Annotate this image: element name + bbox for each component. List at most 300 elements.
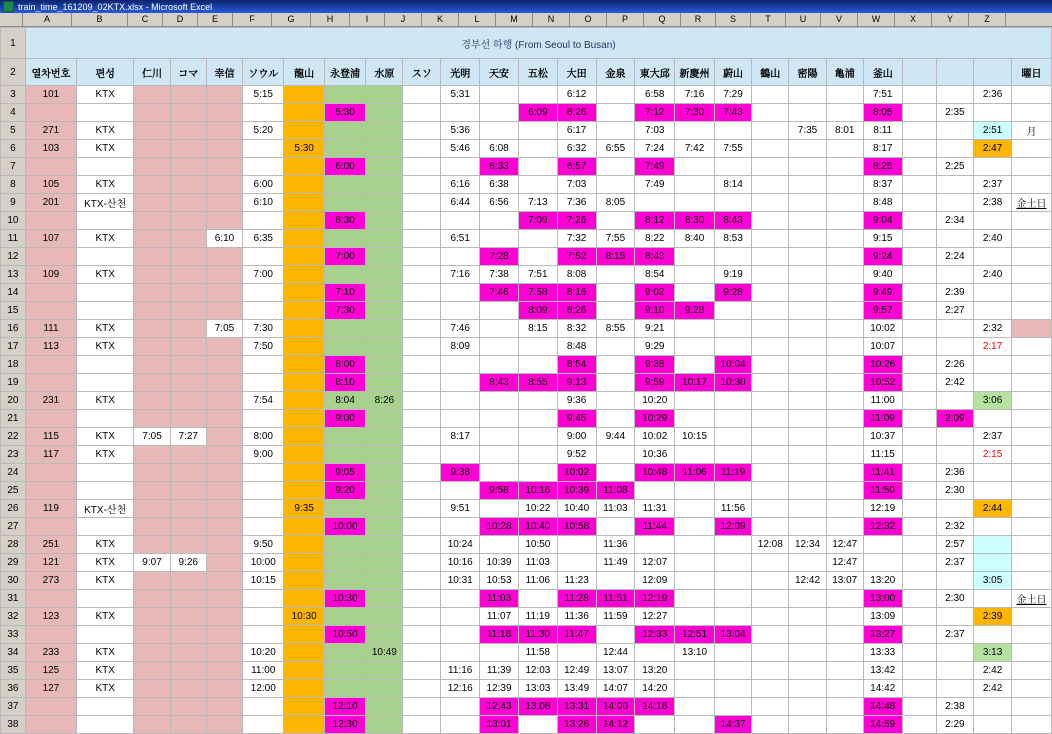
cell-O32[interactable]: 11:59: [596, 608, 635, 626]
cell-M7[interactable]: [518, 158, 557, 176]
cell-P5[interactable]: 7:03: [635, 122, 675, 140]
cell-C17[interactable]: [134, 338, 170, 356]
cell-J13[interactable]: [403, 266, 441, 284]
row-header-28[interactable]: 28: [1, 536, 26, 554]
cell-V35[interactable]: 13:42: [863, 662, 902, 680]
column-header-E[interactable]: E: [198, 13, 233, 26]
cell-X33[interactable]: 2:37: [936, 626, 974, 644]
cell-D11[interactable]: [170, 230, 206, 248]
cell-Y21[interactable]: [974, 410, 1012, 428]
row-header-32[interactable]: 32: [1, 608, 26, 626]
cell-O24[interactable]: [596, 464, 635, 482]
cell-L22[interactable]: [480, 428, 519, 446]
column-title-A[interactable]: 열차번호: [25, 59, 76, 86]
cell-E4[interactable]: [206, 104, 242, 122]
cell-L3[interactable]: [480, 86, 519, 104]
column-title-W[interactable]: [902, 59, 936, 86]
cell-G35[interactable]: [284, 662, 324, 680]
cell-R6[interactable]: 7:55: [714, 140, 751, 158]
cell-Q31[interactable]: [675, 590, 715, 608]
cell-T4[interactable]: [789, 104, 826, 122]
cell-Q3[interactable]: 7:16: [675, 86, 715, 104]
table-row[interactable]: [1, 28, 1052, 59]
cell-S17[interactable]: [752, 338, 789, 356]
cell-G16[interactable]: [284, 320, 324, 338]
cell-X8[interactable]: [936, 176, 974, 194]
cell-S21[interactable]: [752, 410, 789, 428]
cell-H3[interactable]: [324, 86, 365, 104]
cell-I29[interactable]: [366, 554, 403, 572]
cell-B14[interactable]: [76, 284, 133, 302]
cell-C35[interactable]: [134, 662, 170, 680]
cell-S26[interactable]: [752, 500, 789, 518]
cell-H36[interactable]: [324, 680, 365, 698]
cell-C25[interactable]: [134, 482, 170, 500]
cell-J35[interactable]: [403, 662, 441, 680]
cell-G23[interactable]: [284, 446, 324, 464]
cell-V5[interactable]: 8:11: [863, 122, 902, 140]
cell-Y27[interactable]: [974, 518, 1012, 536]
cell-Z28[interactable]: [1011, 536, 1051, 554]
cell-M26[interactable]: 10:22: [518, 500, 557, 518]
cell-D24[interactable]: [170, 464, 206, 482]
cell-J23[interactable]: [403, 446, 441, 464]
row-header-12[interactable]: 12: [1, 248, 26, 266]
cell-N20[interactable]: 9:36: [557, 392, 596, 410]
cell-A36[interactable]: 127: [25, 680, 76, 698]
cell-B15[interactable]: [76, 302, 133, 320]
cell-N3[interactable]: 6:12: [557, 86, 596, 104]
cell-P21[interactable]: 10:29: [635, 410, 675, 428]
cell-G34[interactable]: [284, 644, 324, 662]
cell-L23[interactable]: [480, 446, 519, 464]
cell-M22[interactable]: [518, 428, 557, 446]
cell-F15[interactable]: [243, 302, 284, 320]
cell-S11[interactable]: [752, 230, 789, 248]
cell-O10[interactable]: [596, 212, 635, 230]
cell-N21[interactable]: 9:45: [557, 410, 596, 428]
cell-D17[interactable]: [170, 338, 206, 356]
cell-X13[interactable]: [936, 266, 974, 284]
cell-M12[interactable]: [518, 248, 557, 266]
cell-T10[interactable]: [789, 212, 826, 230]
row-header-26[interactable]: 26: [1, 500, 26, 518]
cell-A37[interactable]: [25, 698, 76, 716]
cell-P22[interactable]: 10:02: [635, 428, 675, 446]
cell-Y22[interactable]: 2:37: [974, 428, 1012, 446]
cell-I20[interactable]: 8:26: [366, 392, 403, 410]
cell-Y19[interactable]: [974, 374, 1012, 392]
cell-K18[interactable]: [441, 356, 480, 374]
cell-C24[interactable]: [134, 464, 170, 482]
column-header-U[interactable]: U: [786, 13, 821, 26]
column-title-P[interactable]: 東大邱: [635, 59, 675, 86]
cell-Q4[interactable]: 7:30: [675, 104, 715, 122]
cell-D28[interactable]: [170, 536, 206, 554]
cell-O33[interactable]: [596, 626, 635, 644]
cell-X12[interactable]: 2:24: [936, 248, 974, 266]
cell-R25[interactable]: [714, 482, 751, 500]
cell-A26[interactable]: 119: [25, 500, 76, 518]
cell-B20[interactable]: KTX: [76, 392, 133, 410]
cell-Q7[interactable]: [675, 158, 715, 176]
table-row[interactable]: [1, 302, 1052, 320]
cell-G36[interactable]: [284, 680, 324, 698]
table-row[interactable]: [1, 590, 1052, 608]
cell-J26[interactable]: [403, 500, 441, 518]
cell-I22[interactable]: [366, 428, 403, 446]
cell-I9[interactable]: [366, 194, 403, 212]
cell-J28[interactable]: [403, 536, 441, 554]
cell-E5[interactable]: [206, 122, 242, 140]
cell-N32[interactable]: 11:36: [557, 608, 596, 626]
cell-H19[interactable]: 8:10: [324, 374, 365, 392]
cell-W12[interactable]: [902, 248, 936, 266]
cell-S12[interactable]: [752, 248, 789, 266]
cell-Q37[interactable]: [675, 698, 715, 716]
cell-U25[interactable]: [826, 482, 863, 500]
cell-Z20[interactable]: [1011, 392, 1051, 410]
cell-X20[interactable]: [936, 392, 974, 410]
cell-H31[interactable]: 10:30: [324, 590, 365, 608]
row-header-22[interactable]: 22: [1, 428, 26, 446]
cell-Q26[interactable]: [675, 500, 715, 518]
cell-V13[interactable]: 9:40: [863, 266, 902, 284]
cell-F9[interactable]: 6:10: [243, 194, 284, 212]
cell-U29[interactable]: 12:47: [826, 554, 863, 572]
row-header-11[interactable]: 11: [1, 230, 26, 248]
cell-P34[interactable]: [635, 644, 675, 662]
cell-F37[interactable]: [243, 698, 284, 716]
cell-M32[interactable]: 11:19: [518, 608, 557, 626]
row-header-14[interactable]: 14: [1, 284, 26, 302]
cell-R3[interactable]: 7:29: [714, 86, 751, 104]
cell-S14[interactable]: [752, 284, 789, 302]
cell-H28[interactable]: [324, 536, 365, 554]
cell-P6[interactable]: 7:24: [635, 140, 675, 158]
cell-T27[interactable]: [789, 518, 826, 536]
cell-O16[interactable]: 8:55: [596, 320, 635, 338]
cell-V32[interactable]: 13:09: [863, 608, 902, 626]
cell-J16[interactable]: [403, 320, 441, 338]
cell-I24[interactable]: [366, 464, 403, 482]
cell-K7[interactable]: [441, 158, 480, 176]
cell-K12[interactable]: [441, 248, 480, 266]
cell-N10[interactable]: 7:26: [557, 212, 596, 230]
cell-H29[interactable]: [324, 554, 365, 572]
cell-Q25[interactable]: [675, 482, 715, 500]
cell-R24[interactable]: 11:19: [714, 464, 751, 482]
table-row[interactable]: [1, 572, 1052, 590]
cell-X22[interactable]: [936, 428, 974, 446]
cell-P28[interactable]: [635, 536, 675, 554]
cell-K8[interactable]: 6:16: [441, 176, 480, 194]
cell-E7[interactable]: [206, 158, 242, 176]
cell-E15[interactable]: [206, 302, 242, 320]
cell-A28[interactable]: 251: [25, 536, 76, 554]
cell-K21[interactable]: [441, 410, 480, 428]
cell-U26[interactable]: [826, 500, 863, 518]
cell-F13[interactable]: 7:00: [243, 266, 284, 284]
cell-O22[interactable]: 9:44: [596, 428, 635, 446]
cell-D34[interactable]: [170, 644, 206, 662]
cell-Y37[interactable]: [974, 698, 1012, 716]
table-row[interactable]: [1, 140, 1052, 158]
cell-A8[interactable]: 105: [25, 176, 76, 194]
cell-L7[interactable]: 6:33: [480, 158, 519, 176]
cell-A12[interactable]: [25, 248, 76, 266]
cell-F21[interactable]: [243, 410, 284, 428]
cell-N27[interactable]: 10:58: [557, 518, 596, 536]
cell-B4[interactable]: [76, 104, 133, 122]
cell-P16[interactable]: 9:21: [635, 320, 675, 338]
cell-G18[interactable]: [284, 356, 324, 374]
cell-H5[interactable]: [324, 122, 365, 140]
cell-O21[interactable]: [596, 410, 635, 428]
cell-E16[interactable]: 7:05: [206, 320, 242, 338]
cell-C33[interactable]: [134, 626, 170, 644]
cell-D33[interactable]: [170, 626, 206, 644]
cell-Y31[interactable]: [974, 590, 1012, 608]
cell-S15[interactable]: [752, 302, 789, 320]
cell-D6[interactable]: [170, 140, 206, 158]
cell-U22[interactable]: [826, 428, 863, 446]
cell-X4[interactable]: 2:35: [936, 104, 974, 122]
cell-E14[interactable]: [206, 284, 242, 302]
cell-Z14[interactable]: [1011, 284, 1051, 302]
cell-X28[interactable]: 2:57: [936, 536, 974, 554]
cell-Y38[interactable]: [974, 716, 1012, 734]
table-row[interactable]: [1, 284, 1052, 302]
cell-V10[interactable]: 9:04: [863, 212, 902, 230]
cell-P29[interactable]: 12:07: [635, 554, 675, 572]
column-header-M[interactable]: M: [496, 13, 533, 26]
cell-J14[interactable]: [403, 284, 441, 302]
cell-L21[interactable]: [480, 410, 519, 428]
cell-U10[interactable]: [826, 212, 863, 230]
cell-Y8[interactable]: 2:37: [974, 176, 1012, 194]
cell-Y11[interactable]: 2:40: [974, 230, 1012, 248]
cell-X32[interactable]: [936, 608, 974, 626]
cell-O36[interactable]: 14:07: [596, 680, 635, 698]
column-header-B[interactable]: B: [72, 13, 128, 26]
cell-Z35[interactable]: [1011, 662, 1051, 680]
cell-G20[interactable]: [284, 392, 324, 410]
cell-Q24[interactable]: 11:06: [675, 464, 715, 482]
cell-X24[interactable]: 2:36: [936, 464, 974, 482]
cell-Z19[interactable]: [1011, 374, 1051, 392]
cell-U34[interactable]: [826, 644, 863, 662]
cell-W8[interactable]: [902, 176, 936, 194]
cell-U6[interactable]: [826, 140, 863, 158]
cell-T31[interactable]: [789, 590, 826, 608]
cell-G11[interactable]: [284, 230, 324, 248]
cell-Q29[interactable]: [675, 554, 715, 572]
cell-T20[interactable]: [789, 392, 826, 410]
cell-X11[interactable]: [936, 230, 974, 248]
cell-T21[interactable]: [789, 410, 826, 428]
cell-O19[interactable]: [596, 374, 635, 392]
cell-W21[interactable]: [902, 410, 936, 428]
cell-C29[interactable]: 9:07: [134, 554, 170, 572]
cell-H20[interactable]: 8:04: [324, 392, 365, 410]
cell-B11[interactable]: KTX: [76, 230, 133, 248]
cell-M34[interactable]: 11:58: [518, 644, 557, 662]
cell-W34[interactable]: [902, 644, 936, 662]
cell-D16[interactable]: [170, 320, 206, 338]
cell-X36[interactable]: [936, 680, 974, 698]
cell-V38[interactable]: 14:59: [863, 716, 902, 734]
cell-H38[interactable]: 12:30: [324, 716, 365, 734]
cell-N24[interactable]: 10:02: [557, 464, 596, 482]
cell-S22[interactable]: [752, 428, 789, 446]
cell-K34[interactable]: [441, 644, 480, 662]
cell-B6[interactable]: KTX: [76, 140, 133, 158]
cell-J18[interactable]: [403, 356, 441, 374]
table-row[interactable]: [1, 428, 1052, 446]
cell-C38[interactable]: [134, 716, 170, 734]
cell-D32[interactable]: [170, 608, 206, 626]
cell-P33[interactable]: 12:33: [635, 626, 675, 644]
cell-I37[interactable]: [366, 698, 403, 716]
cell-C7[interactable]: [134, 158, 170, 176]
cell-Y13[interactable]: 2:40: [974, 266, 1012, 284]
cell-W10[interactable]: [902, 212, 936, 230]
cell-K22[interactable]: 8:17: [441, 428, 480, 446]
cell-D3[interactable]: [170, 86, 206, 104]
cell-D18[interactable]: [170, 356, 206, 374]
column-title-U[interactable]: 亀浦: [826, 59, 863, 86]
cell-A35[interactable]: 125: [25, 662, 76, 680]
table-row[interactable]: [1, 212, 1052, 230]
cell-U8[interactable]: [826, 176, 863, 194]
cell-P8[interactable]: 7:49: [635, 176, 675, 194]
cell-O3[interactable]: [596, 86, 635, 104]
cell-N8[interactable]: 7:03: [557, 176, 596, 194]
cell-Y4[interactable]: [974, 104, 1012, 122]
table-row[interactable]: [1, 536, 1052, 554]
cell-C21[interactable]: [134, 410, 170, 428]
cell-R20[interactable]: [714, 392, 751, 410]
cell-Q18[interactable]: [675, 356, 715, 374]
cell-Q12[interactable]: [675, 248, 715, 266]
cell-X3[interactable]: [936, 86, 974, 104]
cell-J32[interactable]: [403, 608, 441, 626]
cell-C19[interactable]: [134, 374, 170, 392]
cell-X23[interactable]: [936, 446, 974, 464]
sheet-table[interactable]: [0, 27, 1052, 734]
cell-G37[interactable]: [284, 698, 324, 716]
cell-P35[interactable]: 13:20: [635, 662, 675, 680]
cell-X31[interactable]: 2:30: [936, 590, 974, 608]
cell-I5[interactable]: [366, 122, 403, 140]
cell-H34[interactable]: [324, 644, 365, 662]
cell-A24[interactable]: [25, 464, 76, 482]
cell-W18[interactable]: [902, 356, 936, 374]
cell-U7[interactable]: [826, 158, 863, 176]
cell-U20[interactable]: [826, 392, 863, 410]
cell-I33[interactable]: [366, 626, 403, 644]
cell-C5[interactable]: [134, 122, 170, 140]
row-header-5[interactable]: 5: [1, 122, 26, 140]
cell-A13[interactable]: 109: [25, 266, 76, 284]
cell-M33[interactable]: 11:30: [518, 626, 557, 644]
cell-Q28[interactable]: [675, 536, 715, 554]
cell-L29[interactable]: 10:39: [480, 554, 519, 572]
cell-G22[interactable]: [284, 428, 324, 446]
cell-B32[interactable]: KTX: [76, 608, 133, 626]
cell-A27[interactable]: [25, 518, 76, 536]
cell-O5[interactable]: [596, 122, 635, 140]
cell-A20[interactable]: 231: [25, 392, 76, 410]
cell-J4[interactable]: [403, 104, 441, 122]
cell-V9[interactable]: 8:48: [863, 194, 902, 212]
column-header-S[interactable]: S: [716, 13, 751, 26]
cell-J27[interactable]: [403, 518, 441, 536]
cell-Q15[interactable]: 9:28: [675, 302, 715, 320]
cell-O7[interactable]: [596, 158, 635, 176]
column-header-A[interactable]: A: [23, 13, 72, 26]
column-title-J[interactable]: スソ: [403, 59, 441, 86]
cell-H18[interactable]: 8:00: [324, 356, 365, 374]
cell-L27[interactable]: 10:28: [480, 518, 519, 536]
cell-P25[interactable]: [635, 482, 675, 500]
cell-D38[interactable]: [170, 716, 206, 734]
cell-S8[interactable]: [752, 176, 789, 194]
table-row[interactable]: [1, 644, 1052, 662]
cell-H27[interactable]: 10:00: [324, 518, 365, 536]
cell-O11[interactable]: 7:55: [596, 230, 635, 248]
cell-F22[interactable]: 8:00: [243, 428, 284, 446]
cell-Y24[interactable]: [974, 464, 1012, 482]
cell-C12[interactable]: [134, 248, 170, 266]
cell-T29[interactable]: [789, 554, 826, 572]
cell-Q23[interactable]: [675, 446, 715, 464]
column-header-R[interactable]: R: [681, 13, 716, 26]
column-header-Q[interactable]: Q: [644, 13, 681, 26]
cell-E22[interactable]: [206, 428, 242, 446]
cell-C30[interactable]: [134, 572, 170, 590]
cell-F10[interactable]: [243, 212, 284, 230]
cell-M28[interactable]: 10:50: [518, 536, 557, 554]
cell-T12[interactable]: [789, 248, 826, 266]
cell-O6[interactable]: 6:55: [596, 140, 635, 158]
cell-M11[interactable]: [518, 230, 557, 248]
cell-Y34[interactable]: 3:13: [974, 644, 1012, 662]
row-header-36[interactable]: 36: [1, 680, 26, 698]
cell-P4[interactable]: 7:12: [635, 104, 675, 122]
table-row[interactable]: [1, 716, 1052, 734]
cell-R22[interactable]: [714, 428, 751, 446]
cell-R26[interactable]: 11:56: [714, 500, 751, 518]
row-header-19[interactable]: 19: [1, 374, 26, 392]
cell-G30[interactable]: [284, 572, 324, 590]
cell-W4[interactable]: [902, 104, 936, 122]
cell-L26[interactable]: [480, 500, 519, 518]
table-row[interactable]: [1, 230, 1052, 248]
cell-J38[interactable]: [403, 716, 441, 734]
cell-C3[interactable]: [134, 86, 170, 104]
cell-Q22[interactable]: 10:15: [675, 428, 715, 446]
table-row[interactable]: [1, 86, 1052, 104]
cell-V25[interactable]: 11:50: [863, 482, 902, 500]
cell-M8[interactable]: [518, 176, 557, 194]
cell-U35[interactable]: [826, 662, 863, 680]
cell-K5[interactable]: 5:36: [441, 122, 480, 140]
cell-P10[interactable]: 8:12: [635, 212, 675, 230]
cell-W24[interactable]: [902, 464, 936, 482]
cell-W29[interactable]: [902, 554, 936, 572]
